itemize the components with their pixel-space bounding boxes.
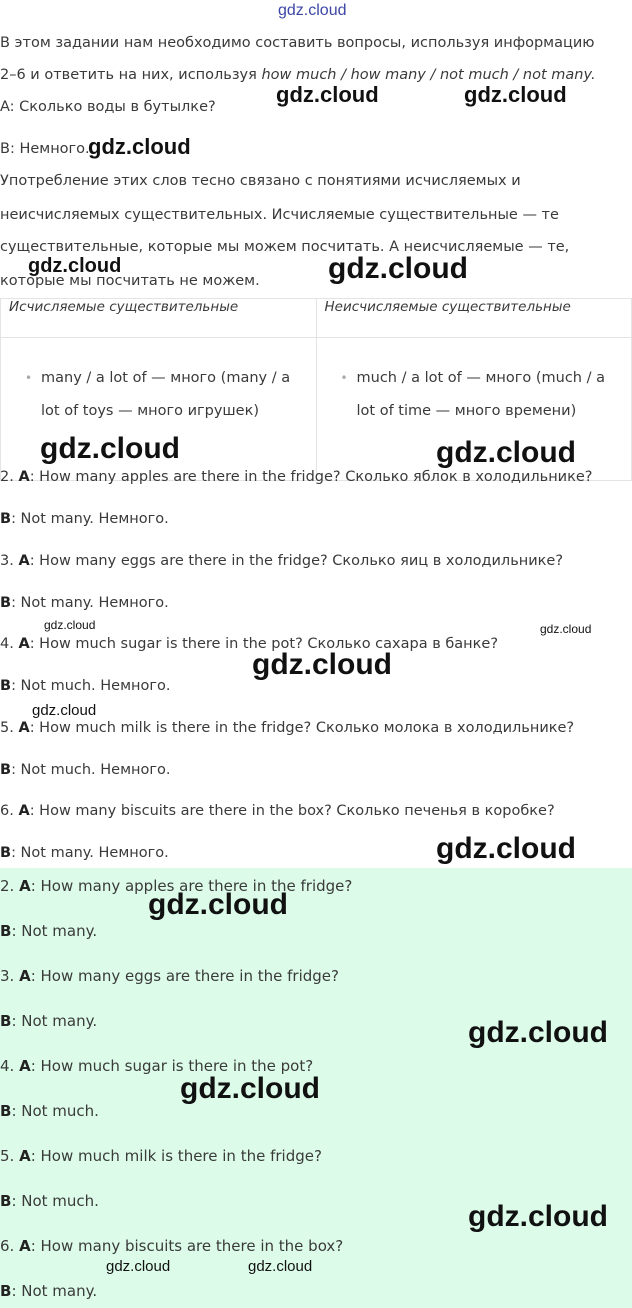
paragraph-line-1: Употребление этих слов тесно связано с понятиями исчисляемых и <box>0 173 521 189</box>
question-line <box>0 635 498 653</box>
answer-line <box>0 1282 97 1300</box>
speaker-b-label: B <box>0 1102 12 1120</box>
watermark-logo: gdz.cloud <box>468 1016 608 1049</box>
speaker-b-label: B <box>0 678 12 694</box>
question-text: : How many biscuits are there in the box? <box>30 1237 344 1255</box>
watermark-logo: gdz.cloud <box>28 255 122 277</box>
question-line <box>0 967 339 985</box>
watermark-logo: gdz.cloud <box>436 832 576 865</box>
table-header-countable: Исчисляемые существительные <box>1 299 317 338</box>
answer-text: : Not many. <box>11 922 98 940</box>
watermark-logo: gdz.cloud <box>540 622 592 636</box>
intro-line-2-italic: how much / how many / not much / not many. <box>261 67 596 83</box>
question-number: 5. <box>0 1147 20 1165</box>
question-number: 2. <box>0 877 20 895</box>
question-number: 4. <box>0 636 19 652</box>
answer-line <box>0 844 169 862</box>
question-text: : How much milk is there in the fridge? Сколько молока в холодильнике? <box>29 720 575 736</box>
question-text: : How many eggs are there in the fridge? Сколько яиц в холодильнике? <box>29 553 564 569</box>
speaker-a-label: A <box>19 1237 31 1255</box>
watermark-logo-top: gdz.cloud <box>278 2 347 19</box>
countable-item: • many / a lot of — много (many / a lot of toys — много игрушек) <box>25 362 308 428</box>
watermark-logo: gdz.cloud <box>468 1200 608 1233</box>
question-text: : How many apples are there in the fridge? <box>30 877 353 895</box>
answer-line <box>0 761 170 779</box>
answer-line <box>0 594 169 612</box>
answer-text: : Not many. Немного. <box>11 845 169 861</box>
answer-text: : Not much. Немного. <box>11 678 171 694</box>
question-line <box>0 552 563 570</box>
question-line <box>0 468 592 486</box>
question-number: 3. <box>0 967 20 985</box>
answer-line <box>0 1012 97 1030</box>
answer-text: : Not many. Немного. <box>11 511 169 527</box>
watermark-logo: gdz.cloud <box>32 702 97 719</box>
speaker-b-label: B <box>0 1282 12 1300</box>
question-number: 6. <box>0 803 19 819</box>
watermark-logo: gdz.cloud <box>328 252 468 285</box>
speaker-b-label: B <box>0 1012 12 1030</box>
watermark-logo: gdz.cloud <box>40 432 180 465</box>
answer-text: : Not many. Немного. <box>11 595 169 611</box>
intro-line-2: 2–6 и ответить на них, используя how much / how many / not much / not many. <box>0 67 596 83</box>
question-line <box>0 1237 343 1255</box>
speaker-b-label: B <box>0 922 12 940</box>
speaker-a-label: A <box>19 877 31 895</box>
intro-line-1: В этом задании нам необходимо составить вопросы, используя информацию <box>0 35 595 51</box>
watermark-logo: gdz.cloud <box>436 436 576 469</box>
paragraph-line-2: неисчисляемых существительных. Исчисляемые существительные — те <box>0 207 559 223</box>
watermark-logo: gdz.cloud <box>276 82 379 107</box>
question-text: : How much sugar is there in the pot? Сколько сахара в банке? <box>29 636 499 652</box>
answer-text: : Not many. <box>11 1282 98 1300</box>
example-question: A: Сколько воды в бутылке? <box>0 99 216 115</box>
answer-text: : Not much. <box>11 1192 99 1210</box>
answer-text: : Not much. Немного. <box>11 762 171 778</box>
watermark-logo: gdz.cloud <box>180 1072 320 1105</box>
speaker-b-label: B <box>0 595 12 611</box>
watermark-logo: gdz.cloud <box>88 134 191 159</box>
question-number: 6. <box>0 1237 20 1255</box>
example-answer: B: Немного. <box>0 141 90 157</box>
speaker-b-label: B <box>0 762 12 778</box>
watermark-logo: gdz.cloud <box>44 618 96 632</box>
question-text: : How many eggs are there in the fridge? <box>30 967 339 985</box>
question-text: : How many biscuits are there in the box? Сколько печенья в коробке? <box>29 803 555 819</box>
question-number: 2. <box>0 469 19 485</box>
speaker-b-label: B <box>0 1192 12 1210</box>
watermark-logo: gdz.cloud <box>106 1258 171 1275</box>
watermark-logo: gdz.cloud <box>464 82 567 107</box>
question-text: : How many apples are there in the fridge? Сколько яблок в холодильнике? <box>29 469 593 485</box>
question-number: 4. <box>0 1057 20 1075</box>
speaker-a-label: A <box>18 636 30 652</box>
answer-text: : Not many. <box>11 1012 98 1030</box>
table-header-uncountable: Неисчисляемые существительные <box>316 299 632 338</box>
speaker-a-label: A <box>18 553 30 569</box>
watermark-logo: gdz.cloud <box>252 648 392 681</box>
paragraph-line-3: существительные, которые мы можем посчитать. А неисчисляемые — те, <box>0 239 570 255</box>
speaker-a-label: A <box>18 469 30 485</box>
question-line <box>0 802 555 820</box>
speaker-b-label: B <box>0 511 12 527</box>
speaker-a-label: A <box>19 1147 31 1165</box>
question-text: : How much sugar is there in the pot? <box>30 1057 314 1075</box>
speaker-a-label: A <box>18 720 30 736</box>
watermark-logo: gdz.cloud <box>248 1258 313 1275</box>
question-text: : How much milk is there in the fridge? <box>30 1147 322 1165</box>
answer-line <box>0 922 97 940</box>
paragraph-line-4: которые мы посчитать не можем. <box>0 273 260 289</box>
speaker-a-label: A <box>19 1057 31 1075</box>
question-line <box>0 1147 322 1165</box>
watermark-logo: gdz.cloud <box>148 888 288 921</box>
answer-line <box>0 510 169 528</box>
question-number: 5. <box>0 720 19 736</box>
question-line <box>0 719 574 737</box>
uncountable-item: • much / a lot of — много (much / a lot of time — много времени) <box>341 362 624 428</box>
question-number: 3. <box>0 553 19 569</box>
answer-text: : Not much. <box>11 1102 99 1120</box>
speaker-a-label: A <box>18 803 30 819</box>
speaker-b-label: B <box>0 845 12 861</box>
answer-line <box>0 1102 99 1120</box>
answer-line <box>0 1192 99 1210</box>
speaker-a-label: A <box>19 967 31 985</box>
answer-line <box>0 677 170 695</box>
